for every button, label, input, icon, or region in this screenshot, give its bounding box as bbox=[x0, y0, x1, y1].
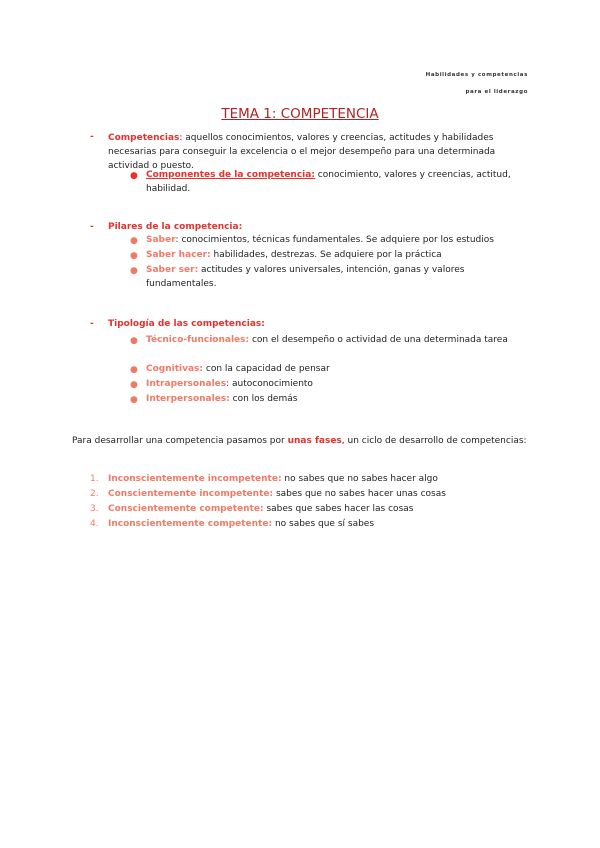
pilar-item bbox=[146, 248, 531, 262]
tipologia-term: Intrapersonales bbox=[146, 379, 227, 389]
tipologia-item bbox=[146, 377, 531, 391]
tipologia-text: con el desempeño o actividad de una determinada tarea bbox=[249, 335, 508, 345]
phase-number: 4. bbox=[90, 519, 99, 529]
tipologia-text: con la capacidad de pensar bbox=[203, 364, 330, 374]
phase-term: Inconscientemente competente: bbox=[108, 519, 273, 529]
page-title: TEMA 1: COMPETENCIA bbox=[221, 106, 379, 122]
circle-bullet: ● bbox=[130, 236, 138, 246]
phase-number: 2. bbox=[90, 489, 99, 499]
tipologia-text: : autoconocimiento bbox=[226, 379, 313, 389]
pilar-item bbox=[146, 233, 531, 247]
competencias-definition: : aquellos conocimientos, valores y creencias, actitudes y habilidades necesarias para conseguir la excelencia o el mejor desempeño para una determinada actividad o puesto. bbox=[108, 133, 496, 171]
term-componentes: Componentes de la competencia: bbox=[146, 170, 315, 180]
pilar-term: Saber hacer: bbox=[146, 250, 211, 260]
phase-term: Conscientemente incompetente: bbox=[108, 489, 274, 499]
phase-item bbox=[108, 502, 538, 516]
fases-paragraph bbox=[72, 434, 532, 449]
header-line-2: para el liderazgo bbox=[465, 89, 528, 95]
circle-bullet: ● bbox=[130, 336, 138, 346]
phase-term: Inconscientemente incompetente: bbox=[108, 474, 282, 484]
pilar-text: actitudes y valores universales, intención, ganas y valores fundamentales. bbox=[146, 265, 465, 289]
circle-bullet: ● bbox=[130, 395, 138, 405]
circle-bullet: ● bbox=[130, 266, 138, 276]
circle-bullet: ● bbox=[130, 365, 138, 375]
tipologia-term: Interpersonales: bbox=[146, 394, 230, 404]
phase-text: sabes que no sabes hacer unas cosas bbox=[273, 489, 446, 499]
circle-bullet: ● bbox=[130, 251, 138, 261]
tipologia-item bbox=[146, 392, 531, 406]
section-competencias bbox=[108, 131, 528, 173]
phase-item bbox=[108, 472, 538, 486]
pilar-item bbox=[146, 263, 531, 291]
pilar-text: habilidades, destrezas. Se adquiere por la práctica bbox=[210, 250, 442, 260]
pilares-title: Pilares de la competencia: bbox=[108, 222, 243, 232]
phase-item bbox=[108, 487, 538, 501]
paragraph-text-b: , un ciclo de desarrollo de competencias: bbox=[341, 436, 527, 446]
phase-text: no sabes que no sabes hacer algo bbox=[281, 474, 438, 484]
paragraph-text-a: Para desarrollar una competencia pasamos por bbox=[72, 436, 288, 446]
tipologia-text: con los demás bbox=[229, 394, 298, 404]
dash-bullet: - bbox=[90, 319, 94, 329]
tipologia-item bbox=[146, 333, 531, 347]
paragraph-highlight: unas fases bbox=[287, 436, 342, 446]
pilar-term: Saber ser: bbox=[146, 265, 199, 275]
componentes-text: conocimiento, valores y creencias, actitud, habilidad. bbox=[146, 170, 511, 194]
pilar-term: Saber bbox=[146, 235, 176, 245]
phase-item bbox=[108, 517, 538, 531]
section-componentes bbox=[146, 168, 531, 196]
phase-number: 1. bbox=[90, 474, 99, 484]
phase-number: 3. bbox=[90, 504, 99, 514]
dash-bullet: - bbox=[90, 222, 94, 232]
header-line-1: Habilidades y competencias bbox=[425, 72, 528, 78]
tipologia-term: Técnico-funcionales: bbox=[146, 335, 250, 345]
dash-bullet: - bbox=[90, 132, 94, 142]
pilar-text: : conocimientos, técnicas fundamentales. Se adquiere por los estudios bbox=[175, 235, 494, 245]
circle-bullet: ● bbox=[130, 380, 138, 390]
circle-bullet: ● bbox=[130, 171, 138, 181]
tipologia-term: Cognitivas: bbox=[146, 364, 204, 374]
phase-text: no sabes que sí sabes bbox=[272, 519, 375, 529]
term-competencias: Competencias bbox=[108, 133, 180, 143]
phase-text: sabes que sabes hacer las cosas bbox=[263, 504, 414, 514]
tipologia-item bbox=[146, 362, 531, 376]
tipologia-title: Tipología de las competencias: bbox=[108, 319, 265, 329]
phase-term: Conscientemente competente: bbox=[108, 504, 264, 514]
